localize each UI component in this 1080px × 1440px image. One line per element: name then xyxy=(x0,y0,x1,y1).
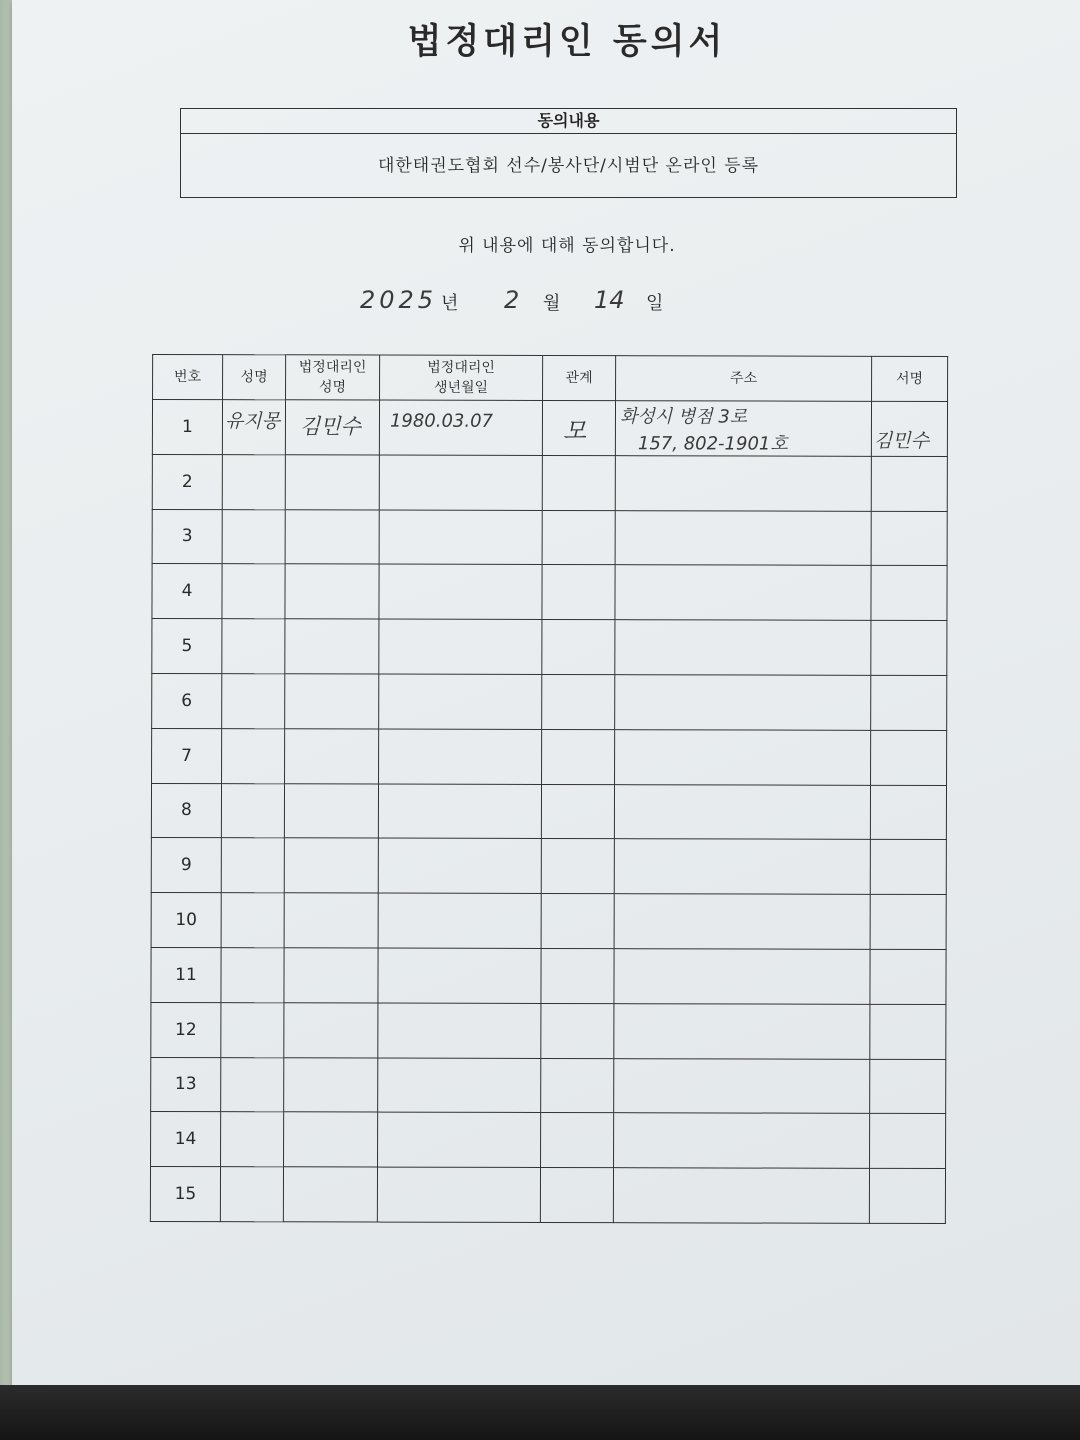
cell-no: 11 xyxy=(151,947,221,1002)
table-row xyxy=(152,399,947,456)
table-row xyxy=(151,783,946,840)
cell-name xyxy=(222,400,285,455)
table-row xyxy=(152,564,947,621)
header-guardian-birth xyxy=(380,355,543,400)
consent-box xyxy=(180,108,957,198)
handwritten-name: 유지몽 xyxy=(224,410,281,433)
header-signature: 서명 xyxy=(872,356,948,401)
date-line xyxy=(12,284,1080,320)
table-row xyxy=(151,1112,946,1169)
handwritten-guardian-birth: 1980.03.07 xyxy=(389,410,494,432)
handwritten-guardian-name: 김민수 xyxy=(299,414,361,439)
date-month: 2 xyxy=(504,286,520,314)
cell-no: 13 xyxy=(151,1057,221,1112)
cell-no: 10 xyxy=(151,893,221,948)
table-row xyxy=(151,1057,946,1114)
table-header-row xyxy=(153,354,948,401)
cell-no: 12 xyxy=(151,1002,221,1057)
cell-no: 6 xyxy=(152,673,222,728)
header-address: 주소 xyxy=(616,356,872,402)
cell-relation xyxy=(542,400,615,455)
date-day-unit: 일 xyxy=(646,293,664,314)
header-guardian-birth-line1: 법정대리인 xyxy=(427,359,495,376)
cell-no: 15 xyxy=(150,1167,220,1222)
cell-no: 8 xyxy=(151,783,221,838)
header-guardian-name-line2: 성명 xyxy=(319,379,347,396)
cell-no: 9 xyxy=(151,838,221,893)
cell-no: 5 xyxy=(152,619,222,674)
table-row xyxy=(152,454,947,511)
header-guardian-name-line1: 법정대리인 xyxy=(298,359,367,376)
cell-address xyxy=(615,401,871,456)
consent-heading: 동의내용 xyxy=(181,109,956,134)
cell-signature xyxy=(871,401,947,456)
table-row xyxy=(152,509,947,566)
dark-surface xyxy=(0,1385,1080,1440)
date-year: 2025 xyxy=(360,286,438,314)
handwritten-signature: 김민수 xyxy=(873,429,930,452)
table-row xyxy=(152,673,947,730)
date-day: 14 xyxy=(594,286,625,314)
cell-no: 3 xyxy=(152,509,222,564)
table-row xyxy=(151,893,946,950)
table-row xyxy=(151,1002,946,1059)
cell-no: 7 xyxy=(152,728,222,783)
handwritten-address-line2: 157, 802-1901호 xyxy=(637,433,788,455)
agreement-statement: 위 내용에 대해 동의합니다. xyxy=(458,236,676,256)
handwritten-address-line1: 화성시 병점 3로 xyxy=(619,406,748,428)
header-name: 성명 xyxy=(223,355,286,400)
table-row xyxy=(151,947,946,1004)
consent-content: 대한태권도협회 선수/봉사단/시범단 온라인 등록 xyxy=(377,156,760,176)
cell-guardian-name xyxy=(285,400,379,455)
header-guardian-name xyxy=(286,355,380,400)
cell-no: 4 xyxy=(152,564,222,619)
cell-no: 14 xyxy=(151,1112,221,1167)
handwritten-relation: 모 xyxy=(562,417,587,446)
date-month-unit: 월 xyxy=(543,293,561,314)
table-row xyxy=(152,728,947,785)
table-row xyxy=(152,619,947,676)
cell-guardian-birth xyxy=(379,400,542,455)
table-row xyxy=(151,838,946,895)
header-guardian-birth-line2: 생년월일 xyxy=(433,379,489,396)
cell-no: 1 xyxy=(152,399,222,454)
table-row xyxy=(150,1167,945,1224)
header-relation: 관계 xyxy=(543,355,616,400)
cell-no: 2 xyxy=(152,454,222,509)
document-title: 법정대리인 동의서 xyxy=(407,22,727,62)
header-no: 번호 xyxy=(153,354,223,399)
registration-table xyxy=(150,354,947,1228)
date-year-unit: 년 xyxy=(441,293,459,314)
